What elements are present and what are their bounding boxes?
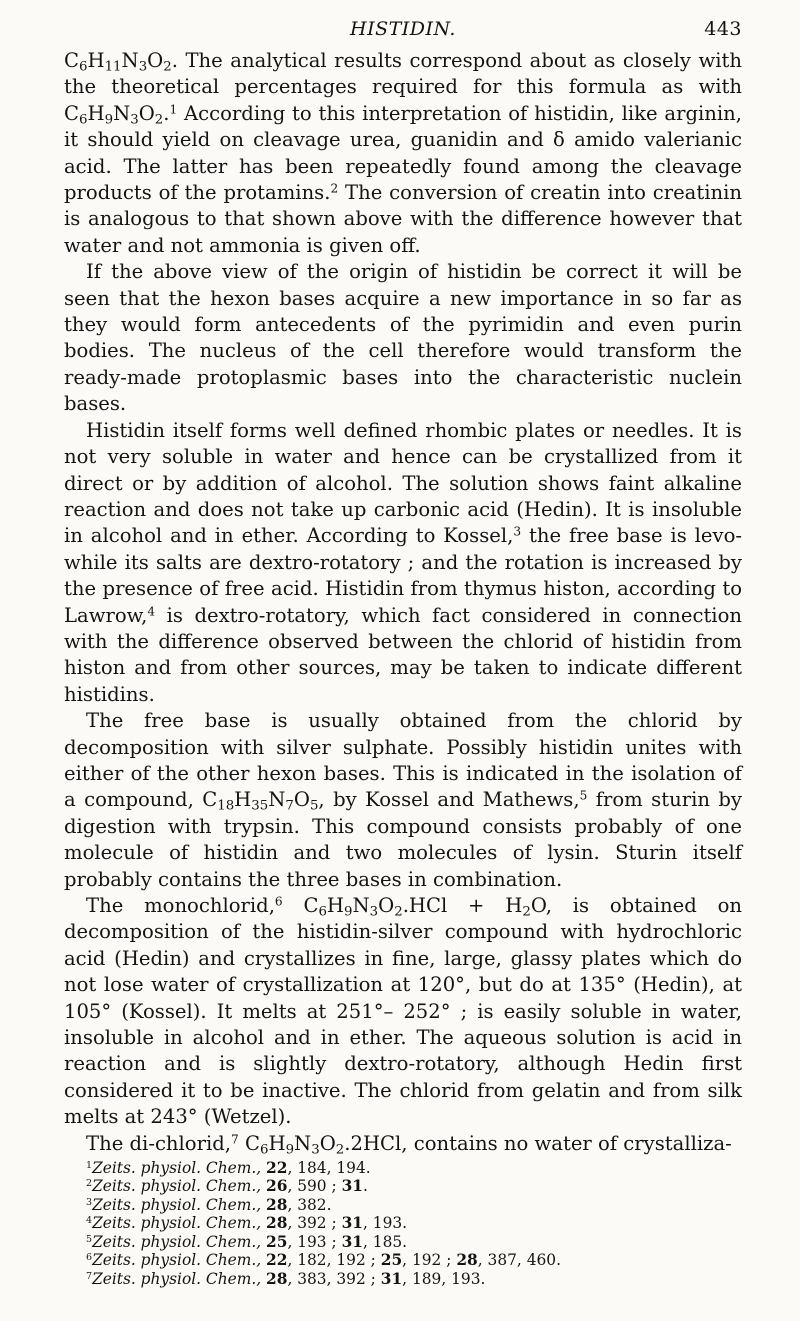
footnote-volume: 28 <box>266 1214 288 1233</box>
footnote-pages: , 382. <box>287 1195 332 1214</box>
formula-subscript: 5 <box>309 799 319 815</box>
footnote-number: 3 <box>86 1196 93 1208</box>
text-run: The di-chlorid, <box>86 1131 232 1155</box>
formula-subscript: 18 <box>217 799 235 815</box>
footnote-pages: . <box>363 1177 368 1196</box>
footnote-volume: 31 <box>380 1269 403 1288</box>
text-run: The free base is usually obtained from the chlorid by decomposition with silver sulphate. Possibly histidin unites with either of the other hexon bases. This is indicated in the isolation of a compound, C <box>64 709 742 812</box>
footnote-volume: 22 <box>266 1159 288 1178</box>
footnote <box>86 1196 742 1214</box>
footnote-pages: , 387, 460. <box>477 1251 561 1270</box>
footnote-ref: 2 <box>330 181 339 196</box>
paragraph <box>64 893 742 1131</box>
footnote-number: 6 <box>86 1251 93 1263</box>
footnote-journal: Zeits. physiol. Chem., <box>92 1159 262 1178</box>
formula-subscript: 6 <box>79 112 88 128</box>
footnote-pages: , 182, 192 ; <box>287 1251 376 1270</box>
footnote <box>86 1270 742 1288</box>
formula-subscript: 6 <box>318 904 327 920</box>
footnote-ref: 6 <box>274 894 283 909</box>
running-head <box>64 0 742 48</box>
text-run: .2HCl, contains no water of crystalliza- <box>344 1131 732 1155</box>
footnote-journal: Zeits. physiol. Chem., <box>92 1269 262 1288</box>
footnote-number: 1 <box>86 1159 93 1171</box>
text-run: O <box>293 788 310 812</box>
footnote-ref: 4 <box>147 603 156 618</box>
page-number: 443 <box>704 18 742 40</box>
text-run: N <box>268 788 286 812</box>
text-run: is dextro-rotatory, which fact considered in connection with the difference observed between the chlorid of histidin from histon and from other sources, may be taken to indicate different histidins. <box>64 603 742 706</box>
footnote <box>86 1233 742 1251</box>
text-run: N <box>113 101 131 125</box>
formula-subscript: 35 <box>251 799 269 815</box>
formula-subscript: 3 <box>130 112 139 128</box>
text-run: O <box>319 1131 336 1155</box>
formula-subscript: 2 <box>522 904 531 920</box>
footnote-pages: , 193 ; <box>287 1232 337 1251</box>
formula-subscript: 6 <box>259 1142 269 1158</box>
formula-subscript: 2 <box>335 1142 345 1158</box>
text-run: O <box>147 49 164 72</box>
footnote-journal: Zeits. physiol. Chem., <box>92 1195 262 1214</box>
text-run: The monochlorid, <box>86 894 275 917</box>
footnote-ref: 1 <box>169 102 178 117</box>
text-run: C <box>64 49 79 72</box>
text-run: N <box>121 49 139 72</box>
footnote-volume: 25 <box>266 1232 288 1251</box>
formula-subscript: 6 <box>79 59 88 75</box>
formula-subscript: 9 <box>344 904 353 920</box>
footnote-journal: Zeits. physiol. Chem., <box>92 1232 262 1251</box>
text-run: H <box>87 101 105 125</box>
text-run: O <box>138 101 155 125</box>
footnote-ref: 3 <box>513 524 522 539</box>
formula-subscript: 7 <box>285 799 294 815</box>
footnote-pages: , 189, 193. <box>402 1269 486 1288</box>
paragraph <box>64 708 742 893</box>
footnote <box>86 1177 742 1195</box>
footnote-volume: 26 <box>266 1177 288 1196</box>
paragraph <box>64 418 742 708</box>
footnote-journal: Zeits. physiol. Chem., <box>92 1251 262 1270</box>
formula-subscript: 2 <box>154 112 164 128</box>
footnote-volume: 28 <box>266 1269 288 1288</box>
footnote <box>86 1214 742 1232</box>
formula-subscript: 9 <box>104 112 114 128</box>
footnote-volume: 31 <box>341 1232 364 1251</box>
footnote-pages: , 383, 392 ; <box>287 1269 376 1288</box>
paragraph <box>64 1131 742 1157</box>
paragraph <box>64 48 742 259</box>
footnote-volume: 28 <box>266 1195 288 1214</box>
footnote-journal: Zeits. physiol. Chem., <box>92 1214 262 1233</box>
text-run: O <box>378 894 395 917</box>
paragraph <box>64 259 742 417</box>
footnotes <box>64 1159 742 1288</box>
text-run: If the above view of the origin of histidin be correct it will be seen that the hexon bases acquire a new importance in so far as they would form antecedents of the pyrimidin and even purin bodies. The nucleus of the cell therefore would transform the ready-made protoplasmic bases into the characteristic nuclein bases. <box>64 260 742 416</box>
footnote-pages: , 184, 194. <box>287 1159 371 1178</box>
footnote-number: 4 <box>86 1215 93 1227</box>
text-run: The conversion of creatin into creatinin is analogous to that shown above with the difference however that water and not ammonia is given off. <box>64 181 742 257</box>
formula-subscript: 3 <box>311 1142 320 1158</box>
footnote-volume: 28 <box>456 1251 478 1270</box>
text-run: C <box>282 894 319 917</box>
formula-subscript: 3 <box>138 59 148 75</box>
footnote-ref: 7 <box>231 1131 239 1146</box>
text-run: from sturin by digestion with trypsin. This compound consists probably of one molecule of histidin and two molecules of lysin. Sturin itself probably contains the three bases in combination. <box>64 788 742 891</box>
text-run: Histidin itself forms well defined rhombic plates or needles. It is not very soluble in water and hence can be crystallized from it direct or by addition of alcohol. The solution shows faint alkaline reaction and does not take up carbonic acid (Hedin). It is insoluble in alcohol and in ether. According to Kossel, <box>64 418 742 548</box>
formula-subscript: 9 <box>285 1142 295 1158</box>
footnote-number: 7 <box>86 1270 93 1282</box>
footnote-journal: Zeits. physiol. Chem., <box>92 1177 262 1196</box>
running-title: HISTIDIN. <box>350 18 456 40</box>
footnote-volume: 22 <box>266 1251 288 1270</box>
formula-subscript: 3 <box>369 904 379 920</box>
formula-subscript: 11 <box>104 59 122 75</box>
text-run: C <box>238 1131 260 1155</box>
text-run: According to this interpretation of histidin, like arginin, it should yield on cleavage urea, guanidin and δ amido valerianic acid. The latter has been repeatedly found among the cleavage products of the protamins. <box>64 101 742 205</box>
footnote-volume: 31 <box>341 1177 364 1196</box>
footnote-number: 5 <box>86 1233 93 1245</box>
formula-subscript: 2 <box>163 59 172 75</box>
footnote-pages: , 185. <box>363 1232 408 1251</box>
footnote-volume: 31 <box>341 1214 364 1233</box>
footnote-pages: , 392 ; <box>287 1214 337 1233</box>
text-run: N <box>352 894 370 917</box>
footnote-number: 2 <box>86 1178 93 1190</box>
text-run: H <box>326 894 345 917</box>
footnote <box>86 1251 742 1269</box>
body-text <box>64 48 742 1157</box>
text-run: H <box>234 788 252 812</box>
text-run: H <box>268 1131 286 1155</box>
text-run: , by Kossel and Mathews, <box>318 788 580 812</box>
text-run: . The analytical results correspond about as closely with the theoretical percentages required for this formula as with C <box>64 49 742 125</box>
text-run: O, is obtained on decomposition of the histidin-silver compound with hydrochloric acid (Hedin) and crystallizes in fine, large, glassy plates which do not lose water of crystallization at 120°, but do at 135° (Hedin), at 105° (Kossel). It melts at 251°– 252° ; is easily soluble in water, insoluble in alcohol and in ether. The aqueous solution is acid in reaction and is slightly dextro-rotatory, although Hedin first considered it to be inactive. The chlorid from gelatin and from silk melts at 243° (Wetzel). <box>64 894 742 1129</box>
footnote-pages: , 192 ; <box>402 1251 452 1270</box>
footnote-volume: 25 <box>380 1251 403 1270</box>
text-run: H <box>87 49 105 72</box>
footnote-pages: , 193. <box>363 1214 408 1233</box>
text-run: the free base is levo- while its salts are dextro-rotatory ; and the rotation is increased by the presence of free acid. Histidin from thymus histon, according to Lawrow, <box>64 524 742 627</box>
formula-subscript: 2 <box>394 904 403 920</box>
footnote-pages: , 590 ; <box>287 1177 337 1196</box>
text-run: .HCl + H <box>402 894 523 917</box>
footnote-ref: 5 <box>579 788 588 803</box>
footnote <box>86 1159 742 1177</box>
text-run: N <box>294 1131 312 1155</box>
text-run: . <box>163 101 170 125</box>
